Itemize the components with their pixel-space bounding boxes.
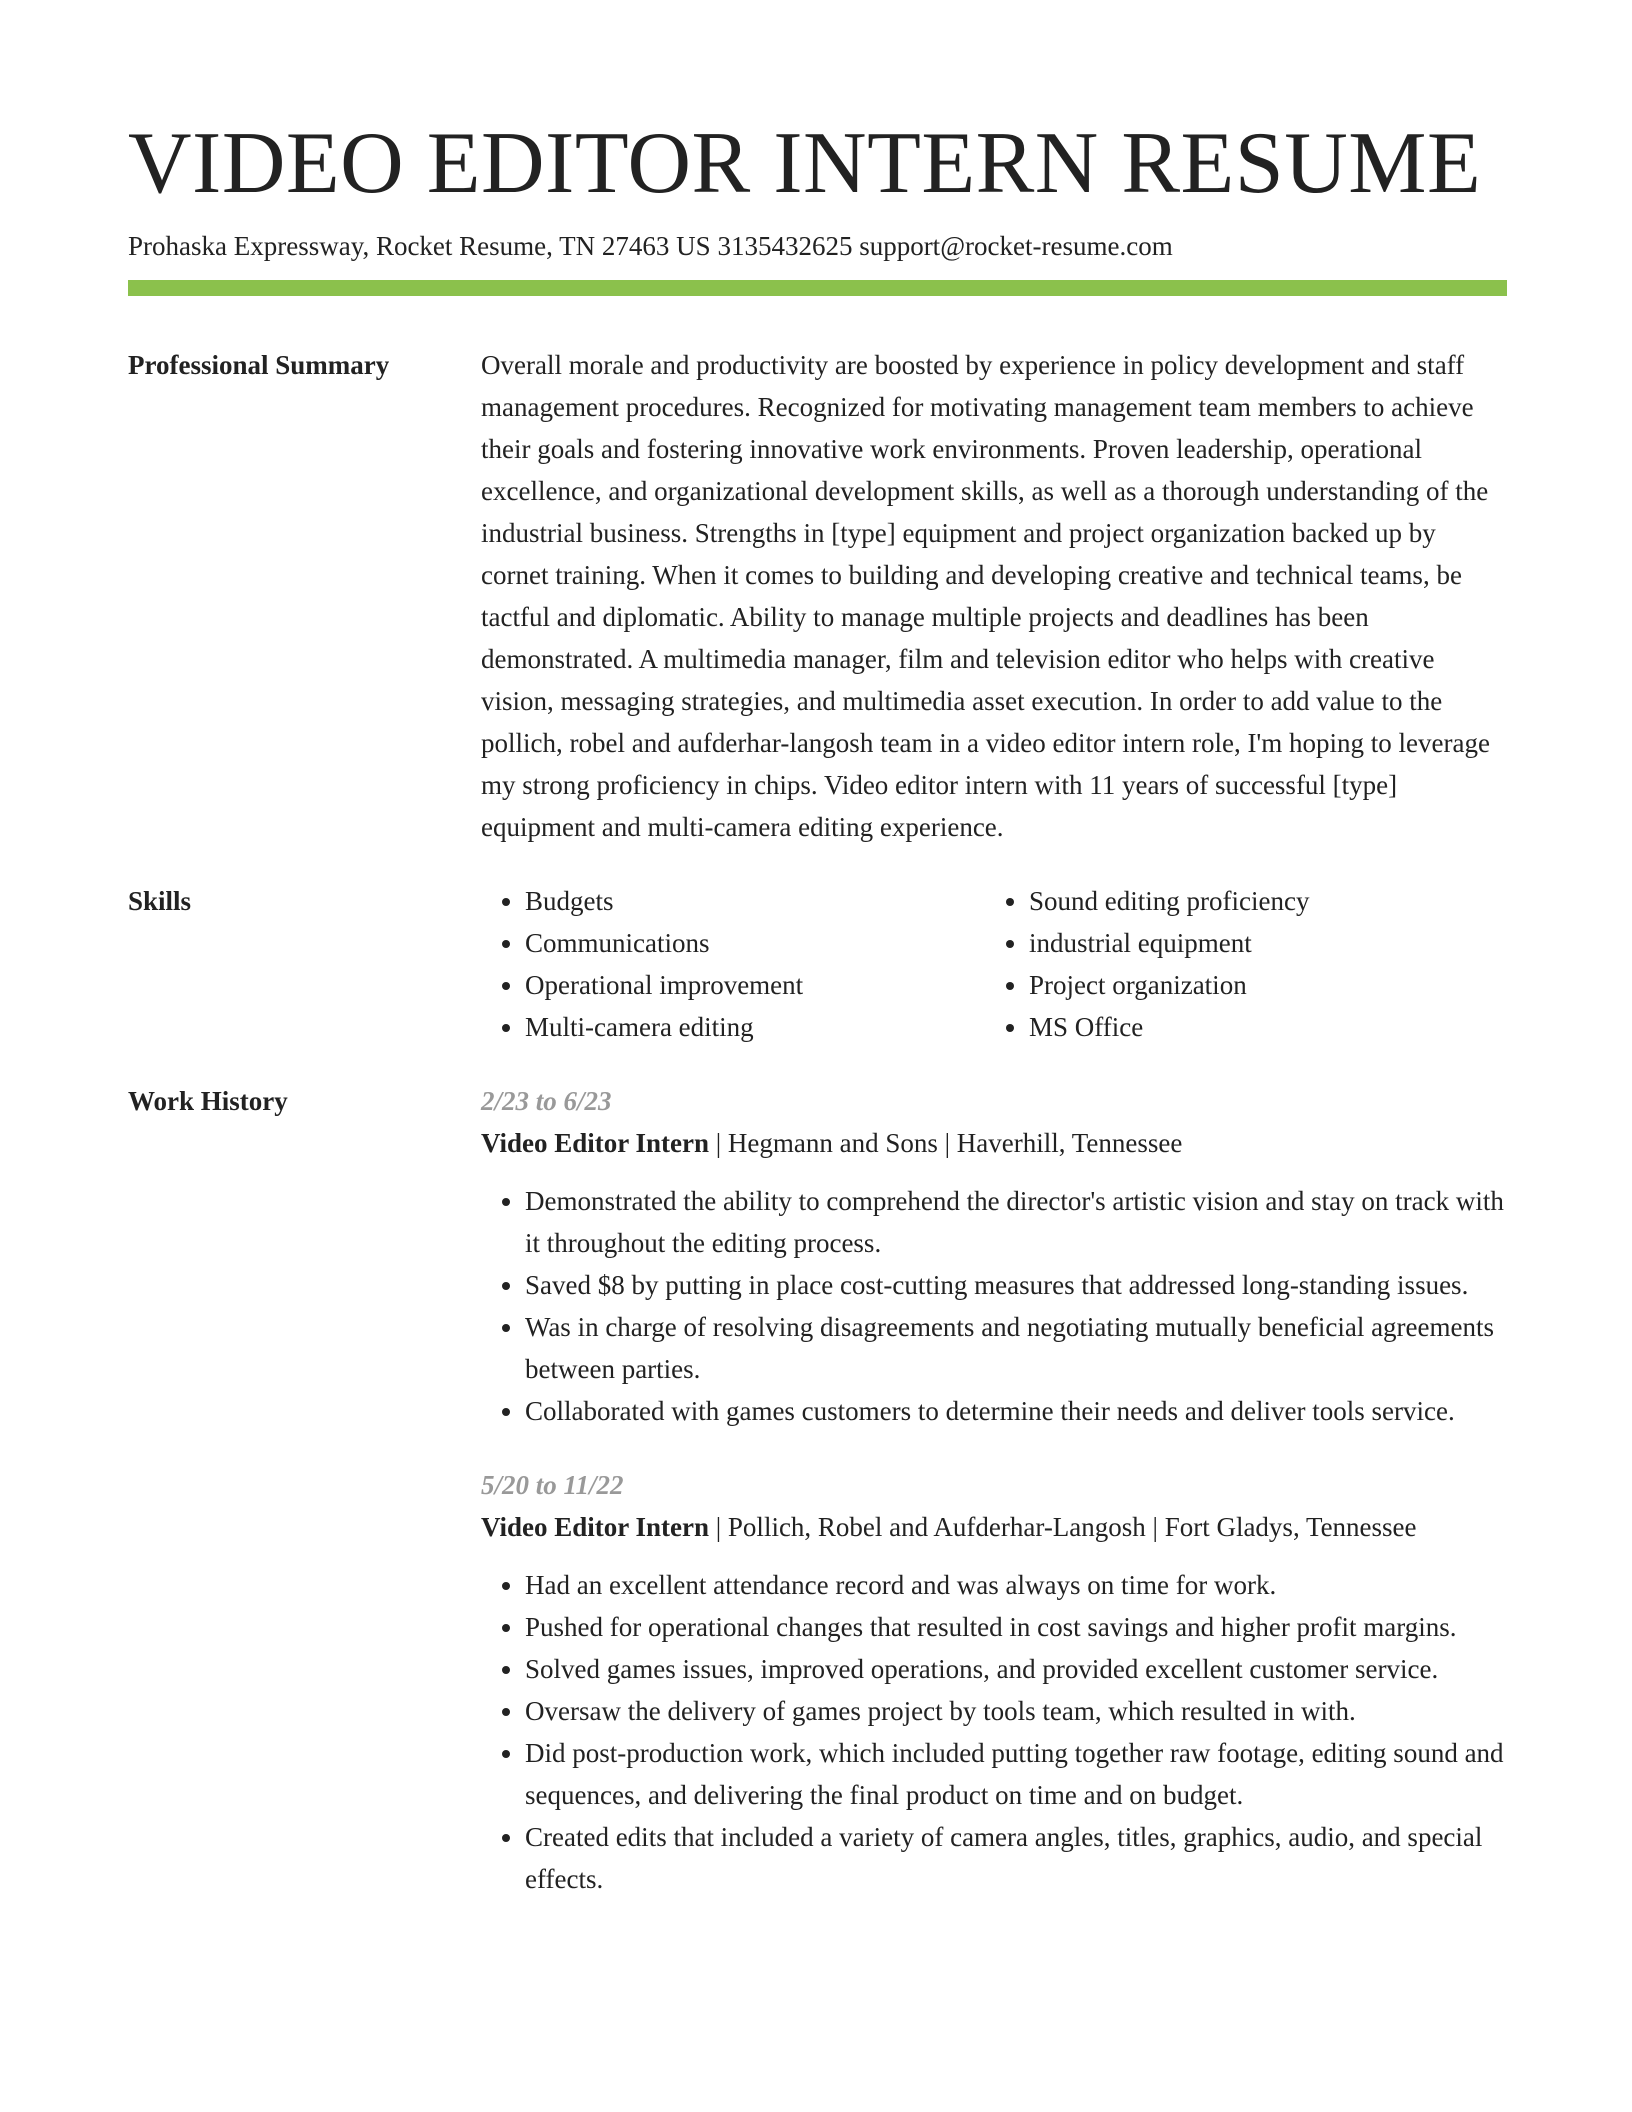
professional-summary-section	[128, 344, 1507, 848]
skills-body	[481, 880, 1507, 1048]
section-title-summary: Professional Summary	[128, 350, 390, 381]
work-history-section	[128, 1080, 1507, 1900]
section-title-skills: Skills	[128, 886, 192, 917]
skill-item: • Budgets	[525, 880, 985, 922]
contact-address: Prohaska Expressway, Rocket Resume, TN 27463 US	[128, 231, 711, 261]
job-heading	[481, 1122, 1507, 1164]
job-entry	[481, 1464, 1507, 1900]
job-bullet: • Created edits that included a variety of camera angles, titles, graphics, audio, and special effects.	[525, 1816, 1507, 1900]
skill-item: • Project organization	[1029, 964, 1507, 1006]
section-title-work-history: Work History	[128, 1086, 288, 1117]
summary-text: Overall morale and productivity are boosted by experience in policy development and staff management procedures. Recognized for motivating management team members to achieve their goals and fostering innovative work environments. Proven leadership, operational excellence, and organizational development skills, as well as a thorough understanding of the industrial business. Strengths in [type] equipment and project organization backed up by cornet training. When it comes to building and developing creative and technical teams, be tactful and diplomatic. Ability to manage multiple projects and deadlines has been demonstrated. A multimedia manager, film and television editor who helps with creative vision, messaging strategies, and multimedia asset execution. In order to add value to the pollich, robel and aufderhar-langosh team in a video editor intern role, I'm hoping to leverage my strong proficiency in chips. Video editor intern with 11 years of successful [type] equipment and multi-camera editing experience.	[481, 350, 1490, 843]
job-bullet: • Was in charge of resolving disagreements and negotiating mutually beneficial agreements between parties.	[525, 1306, 1507, 1390]
skills-column-right	[985, 880, 1507, 1048]
job-dates: 2/23 to 6/23	[481, 1086, 612, 1117]
job-employer-location: | Hegmann and Sons | Haverhill, Tennessee	[709, 1128, 1183, 1159]
skills-grid	[481, 880, 1507, 1048]
job-employer-location: | Pollich, Robel and Aufderhar-Langosh | Fort Gladys, Tennessee	[709, 1512, 1417, 1543]
skill-item: • Communications	[525, 922, 985, 964]
skill-item: • MS Office	[1029, 1006, 1507, 1048]
contact-line	[128, 230, 1507, 262]
skill-item: • Sound editing proficiency	[1029, 880, 1507, 922]
skill-item: • Operational improvement	[525, 964, 985, 1006]
skill-item: • Multi-camera editing	[525, 1006, 985, 1048]
skill-item: • industrial equipment	[1029, 922, 1507, 964]
job-bullet: • Oversaw the delivery of games project by tools team, which resulted in with.	[525, 1690, 1507, 1732]
work-history-body	[481, 1080, 1507, 1900]
skills-column-left	[481, 880, 985, 1048]
job-bullet: • Did post-production work, which included putting together raw footage, editing sound and sequences, and delivering the final product on time and on budget.	[525, 1732, 1507, 1816]
job-title: Video Editor Intern	[481, 1512, 710, 1543]
contact-email[interactable]: support@rocket-resume.com	[859, 231, 1173, 261]
job-heading	[481, 1506, 1507, 1548]
job-bullet: • Had an excellent attendance record and was always on time for work.	[525, 1564, 1507, 1606]
job-bullet: • Demonstrated the ability to comprehend the director's artistic vision and stay on track with it throughout the editing process.	[525, 1180, 1507, 1264]
job-dates: 5/20 to 11/22	[481, 1470, 624, 1501]
job-bullet: • Saved $8 by putting in place cost-cutting measures that addressed long-standing issues.	[525, 1264, 1507, 1306]
job-title: Video Editor Intern	[481, 1128, 710, 1159]
contact-phone: 3135432625	[717, 231, 853, 261]
header-divider	[128, 280, 1507, 296]
resume-title: VIDEO EDITOR INTERN RESUME	[128, 115, 1482, 212]
skills-section	[128, 880, 1507, 1048]
job-bullet: • Collaborated with games customers to determine their needs and deliver tools service.	[525, 1390, 1507, 1432]
job-bullet: • Pushed for operational changes that resulted in cost savings and higher profit margins.	[525, 1606, 1507, 1648]
job-bullet-list	[481, 1180, 1507, 1432]
job-bullet-list	[481, 1564, 1507, 1900]
job-entry	[481, 1080, 1507, 1432]
job-bullet: • Solved games issues, improved operations, and provided excellent customer service.	[525, 1648, 1507, 1690]
